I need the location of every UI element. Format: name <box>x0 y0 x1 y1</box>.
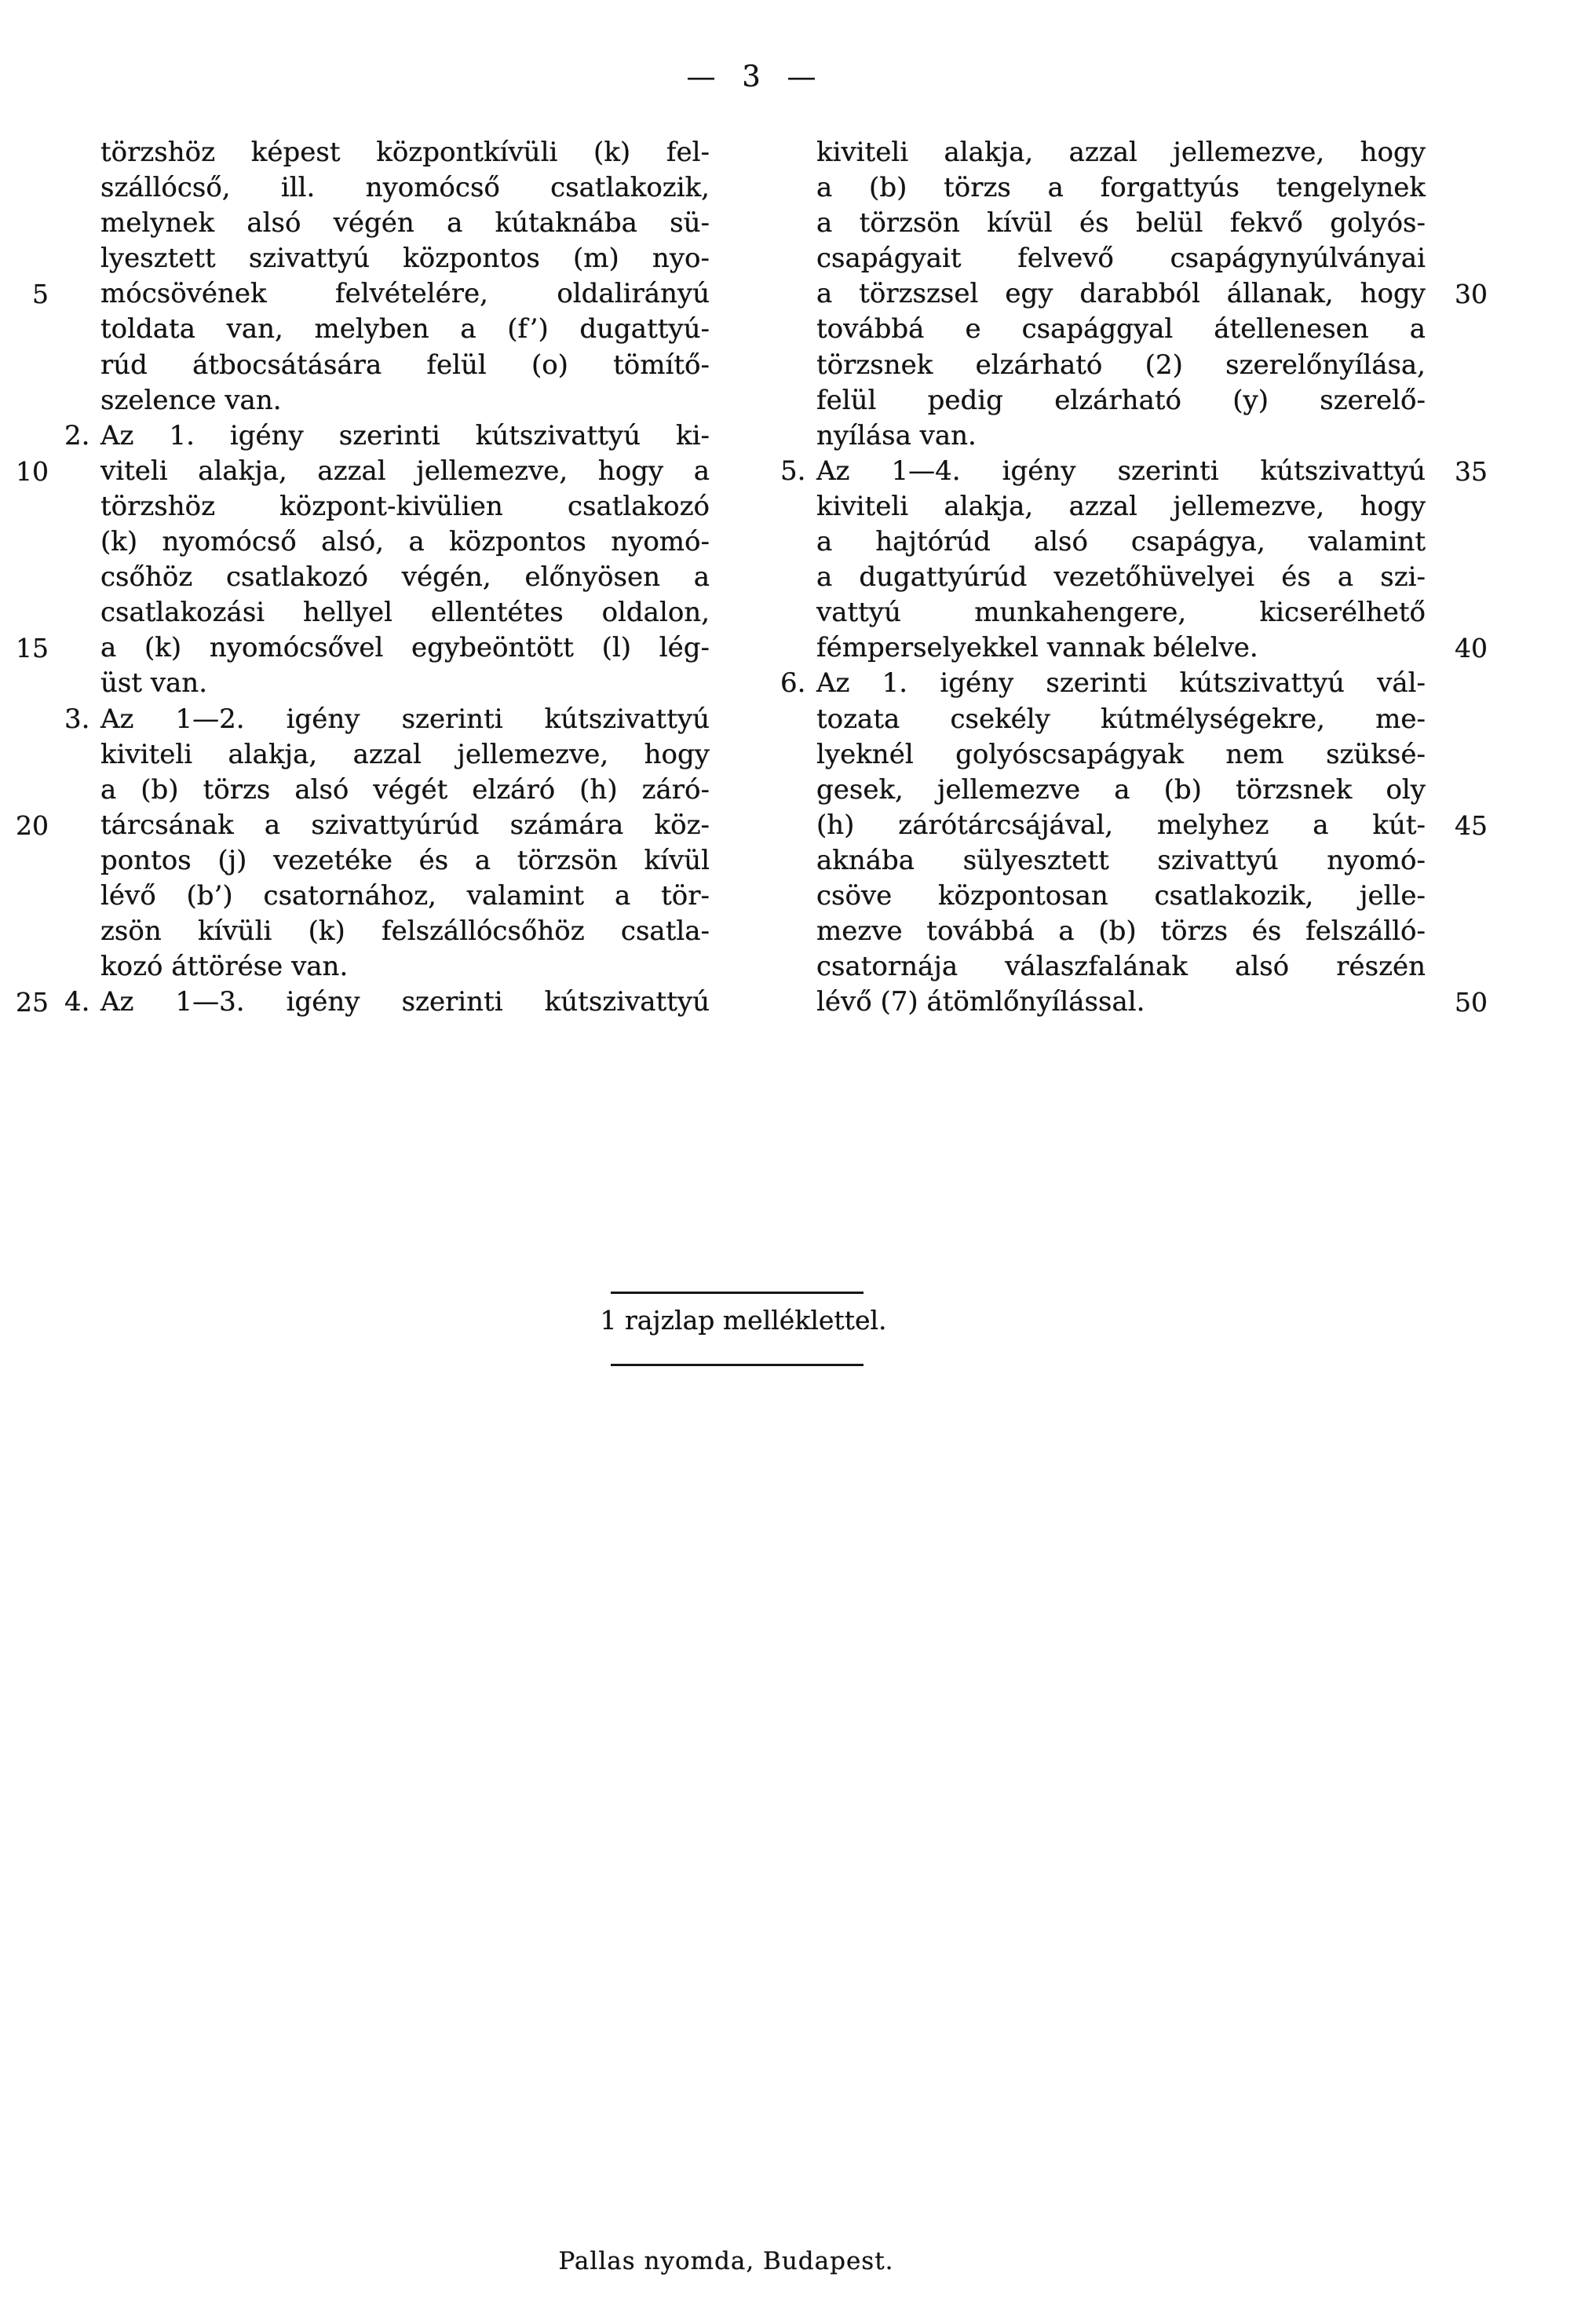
separator-rule-top <box>611 1292 864 1294</box>
text-line: vattyú munkahengere, kicserélhető <box>816 597 1426 629</box>
text-line: kiviteli alakja, azzal jellemezve, hogy <box>816 490 1426 522</box>
text-line: törzshöz központ-kivülien csatlakozó <box>100 490 710 522</box>
text-line: fémperselyekkel vannak bélelve. <box>816 632 1258 664</box>
text-line: csőhöz csatlakozó végén, előnyösen a <box>100 561 710 594</box>
text-line: a (b) törzs a forgattyús tengelynek <box>816 172 1426 204</box>
text-line: (k) nyomócső alsó, a központos nyomó- <box>100 526 710 558</box>
text-line: rúd átbocsátására felül (o) tömítő- <box>100 349 710 381</box>
claim-number: 3. <box>64 703 90 735</box>
text-line: a törzsön kívül és belül fekvő golyós- <box>816 207 1426 239</box>
text-line: felül pedig elzárható (y) szerelő- <box>816 384 1426 416</box>
text-line: törzsnek elzárható (2) szerelőnyílása, <box>816 349 1426 381</box>
text-line: 3. Az 1—2. igény szerinti kútszivattyú <box>100 702 710 737</box>
text-line: 5. Az 1—4. igény szerinti kútszivattyú <box>816 454 1426 489</box>
text-line: kiviteli alakja, azzal jellemezve, hogy <box>816 137 1426 168</box>
line-number-left: 15 <box>16 633 49 664</box>
text-line: aknába sülyesztett szivattyú nyomó- <box>816 844 1426 876</box>
text-line: üst van. <box>100 667 207 700</box>
text-line: a törzszsel egy darabból állanak, hogy <box>816 278 1426 310</box>
text-line: szelence van. <box>100 384 282 416</box>
text-line: törzshöz képest központkívüli (k) fel- <box>100 137 710 168</box>
line-number-left: 20 <box>16 809 49 841</box>
claim-number: 6. <box>780 667 806 700</box>
text-line: tárcsának a szivattyúrúd számára köz- <box>100 809 710 841</box>
line-number-right: 30 <box>1455 279 1488 310</box>
text-line: 4. Az 1—3. igény szerinti kútszivattyú <box>100 985 710 1020</box>
line-number-right: 40 <box>1455 633 1488 664</box>
text-line: szállócső, ill. nyomócső csatlakozik, <box>100 172 710 204</box>
text-line: kiviteli alakja, azzal jellemezve, hogy <box>100 738 710 770</box>
text-line: csatlakozási hellyel ellentétes oldalon, <box>100 597 710 629</box>
text-line: gesek, jellemezve a (b) törzsnek oly <box>816 773 1426 806</box>
text-line: melynek alsó végén a kútaknába sü- <box>100 207 710 239</box>
text-line: a (b) törzs alsó végét elzáró (h) záró- <box>100 773 710 806</box>
right-column <box>780 135 1426 1020</box>
text-line: csatornája válaszfalának alsó részén <box>816 951 1426 983</box>
text-line: tozata csekély kútmélységekre, me- <box>816 703 1426 735</box>
line-number-left: 5 <box>32 279 49 310</box>
text-line: csapágyait felvevő csapágynyúlványai <box>816 243 1426 275</box>
claim-number: 4. <box>64 986 90 1018</box>
page-number: — 3 — <box>686 60 816 93</box>
text-line: pontos (j) vezetéke és a törzsön kívül <box>100 844 710 876</box>
line-number-right: 45 <box>1455 809 1488 841</box>
text-line: a hajtórúd alsó csapágya, valamint <box>816 526 1426 558</box>
text-line: toldata van, melyben a (f’) dugattyú- <box>100 313 710 345</box>
text-line: 6. Az 1. igény szerinti kútszivattyú vál- <box>816 666 1426 701</box>
line-number-left: 25 <box>16 987 49 1018</box>
text-line: 2. Az 1. igény szerinti kútszivattyú ki- <box>100 418 710 454</box>
left-column <box>64 135 710 1020</box>
text-line: kozó áttörése van. <box>100 951 349 983</box>
text-line: lyesztett szivattyú központos (m) nyo- <box>100 243 710 275</box>
text-line: zsön kívüli (k) felszállócsőhöz csatla- <box>100 915 710 948</box>
text-line: a dugattyúrúd vezetőhüvelyei és a szi- <box>816 561 1426 594</box>
text-line: (h) zárótárcsájával, melyhez a kút- <box>816 809 1426 841</box>
line-number-left: 10 <box>16 455 49 487</box>
text-line: csöve központosan csatlakozik, jelle- <box>816 879 1426 912</box>
imprint: Pallas nyomda, Budapest. <box>558 2247 894 2275</box>
text-line: mócsövének felvételére, oldalirányú <box>100 278 710 310</box>
line-number-right: 35 <box>1455 455 1488 487</box>
text-line: továbbá e csapággyal átellenesen a <box>816 313 1426 345</box>
separator-rule-bottom <box>611 1364 864 1366</box>
line-number-right: 50 <box>1455 987 1488 1018</box>
claim-number: 5. <box>780 455 806 487</box>
text-line: nyílása van. <box>816 419 977 451</box>
text-line: lévő (b’) csatornához, valamint a tör- <box>100 879 710 912</box>
text-line: mezve továbbá a (b) törzs és felszálló- <box>816 915 1426 948</box>
text-line: lyeknél golyóscsapágyak nem szüksé- <box>816 738 1426 770</box>
attachment-note: 1 rajzlap melléklettel. <box>600 1305 887 1336</box>
claim-number: 2. <box>64 419 90 451</box>
text-line: a (k) nyomócsővel egybeöntött (l) lég- <box>100 632 710 664</box>
text-line: viteli alakja, azzal jellemezve, hogy a <box>100 455 710 487</box>
text-line: lévő (7) átömlőnyílással. <box>816 986 1145 1018</box>
